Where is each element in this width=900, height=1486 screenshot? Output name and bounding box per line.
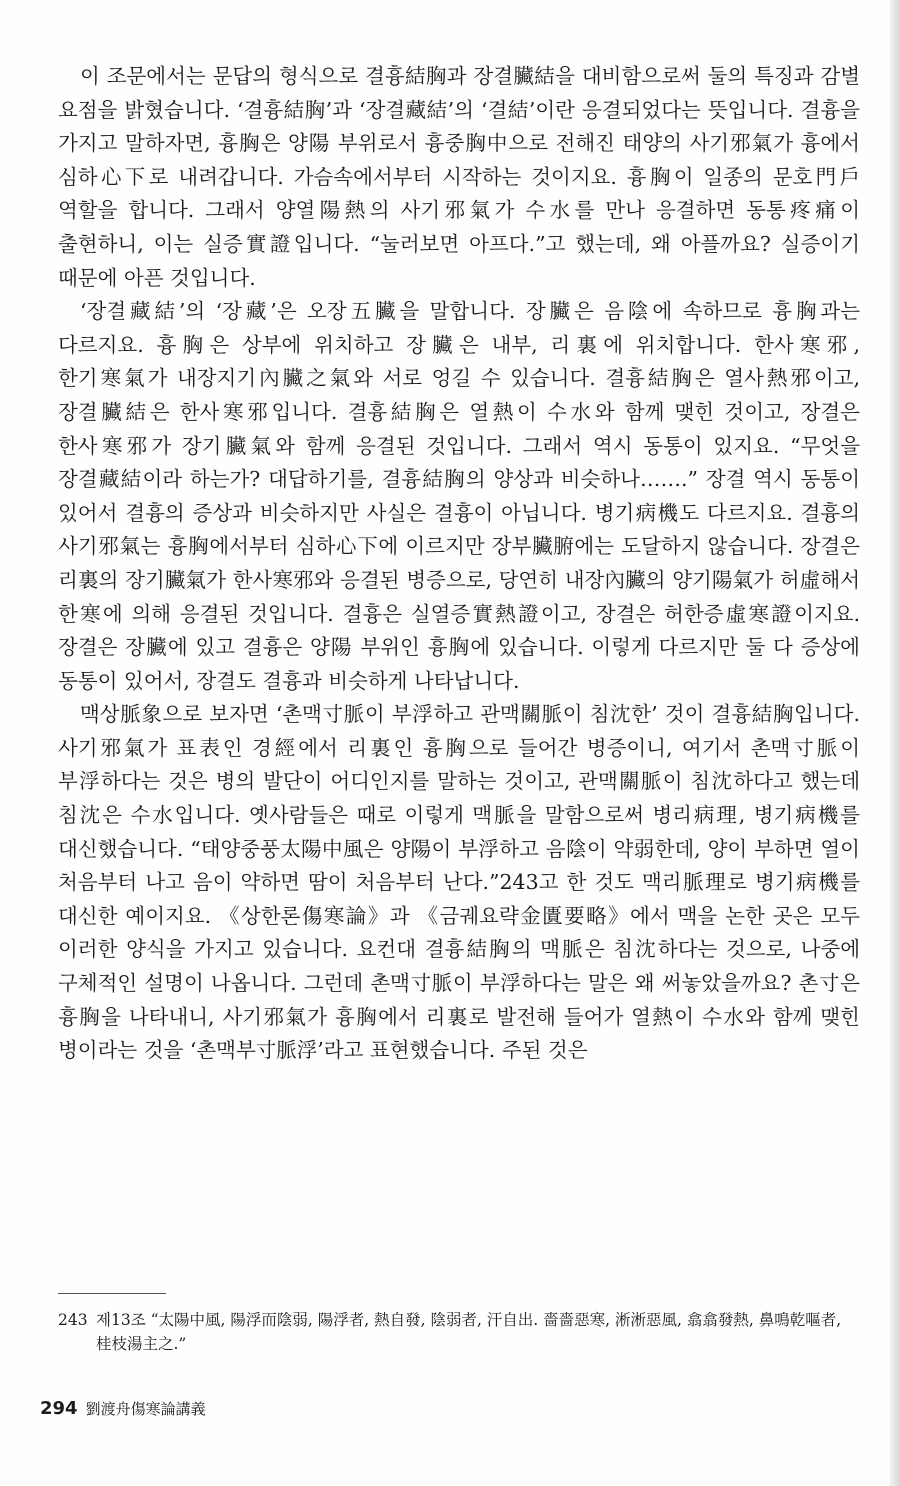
- paragraph-3: 맥상脈象으로 보자면 ‘촌맥寸脈이 부浮하고 관맥關脈이 침沈한’ 것이 결흉結胸입니다. 사기邪氣가 표表인 경經에서 리裏인 흉胸으로 들어간 병증이니, 여기서 촌맥寸脈이 부浮하다는 것은 병의 발단이 어디인지를 말하는 것이고, 관맥關脈이 침沈하다고 했는데 침沈은 수水입니다. 옛사람들은 때로 이렇게 맥脈을 말함으로써 병리病理, 병기病機를 대신했습니다. “태양중풍太陽中風은 양陽이 부浮하고 음陰이 약弱한데, 양이 부하면 열이 처음부터 나고 음이 약하면 땀이 처음부터 난다.”243고 한 것도 맥리脈理로 병기病機를 대신한 예이지요. 《상한론傷寒論》과 《금궤요략金匱要略》에서 맥을 논한 곳은 모두 이러한 양식을 가지고 있습니다. 요컨대 결흉結胸의 맥脈은 침沈하다는 것으로, 나중에 구체적인 설명이 나옵니다. 그런데 촌맥寸脈이 부浮하다는 말은 왜 써놓았을까요? 촌寸은 흉胸을 나타내니, 사기邪氣가 흉胸에서 리裏로 발전해 들어가 열熱이 수水와 함께 맺힌 병이라는 것을 ‘촌맥부寸脈浮’라고 표현했습니다. 주된 것은: [58, 702, 860, 1063]
- paragraph-2: ‘장결藏結’의 ‘장藏’은 오장五臟을 말합니다. 장臟은 음陰에 속하므로 흉胸과는 다르지요. 흉胸은 상부에 위치하고 장臟은 내부, 리裏에 위치합니다. 한사寒邪, 한기寒氣가 내장지기內臟之氣와 서로 엉길 수 있습니다. 결흉結胸은 열사熱邪이고, 장결臟結은 한사寒邪입니다. 결흉結胸은 열熱이 수水와 함께 맺힌 것이고, 장결은 한사寒邪가 장기臟氣와 함께 응결된 것입니다. 그래서 역시 동통이 있지요. “무엇을 장결藏結이라 하는가? 대답하기를, 결흉結胸의 양상과 비슷하나…….” 장결 역시 동통이 있어서 결흉의 증상과 비슷하지만 사실은 결흉이 아닙니다. 병기病機도 다르지요. 결흉의 사기邪氣는 흉胸에서부터 심하心下에 이르지만 장부臟腑에는 도달하지 않습니다. 장결은 리裏의 장기臟氣가 한사寒邪와 응결된 병증으로, 당연히 내장內臟의 양기陽氣가 허虛해서 한寒에 의해 응결된 것입니다. 결흉은 실열증實熱證이고, 장결은 허한증虛寒證이지요. 장결은 장臟에 있고 결흉은 양陽 부위인 흉胸에 있습니다. 이렇게 다르지만 둘 다 증상에 동통이 있어서, 장결도 결흉과 비슷하게 나타납니다.: [58, 299, 860, 693]
- page-footer: [40, 1398, 206, 1419]
- paragraph-1: 이 조문에서는 문답의 형식으로 결흉結胸과 장결臟結을 대비함으로써 둘의 특징과 감별 요점을 밝혔습니다. ‘결흉結胸’과 ‘장결藏結’의 ‘결結’이란 응결되었다는 뜻입니다. 결흉을 가지고 말하자면, 흉胸은 양陽 부위로서 흉중胸中으로 전해진 태양의 사기邪氣가 흉에서 심하心下로 내려갑니다. 가슴속에서부터 시작하는 것이지요. 흉胸이 일종의 문호門戶 역할을 합니다. 그래서 양열陽熱의 사기邪氣가 수水를 만나 응결하면 동통疼痛이 출현하니, 이는 실증實證입니다. “눌러보면 아프다.”고 했는데, 왜 아플까요? 실증이기 때문에 아픈 것입니다.: [58, 64, 860, 290]
- main-text-block: [58, 60, 860, 1068]
- running-book-title: 劉渡舟傷寒論講義: [85, 1400, 206, 1418]
- page-gutter-shadow: [890, 0, 900, 1486]
- page-number: 294: [40, 1398, 78, 1419]
- footnote: [58, 1308, 860, 1356]
- footnote-separator: [58, 1293, 166, 1294]
- footnote-text: 제13조 “太陽中風, 陽浮而陰弱, 陽浮者, 熱自發, 陰弱者, 汗自出. 嗇嗇惡寒, 淅淅惡風, 翕翕發熱, 鼻鳴乾嘔者, 桂枝湯主之.”: [96, 1311, 842, 1353]
- footnote-number: 243: [58, 1311, 88, 1329]
